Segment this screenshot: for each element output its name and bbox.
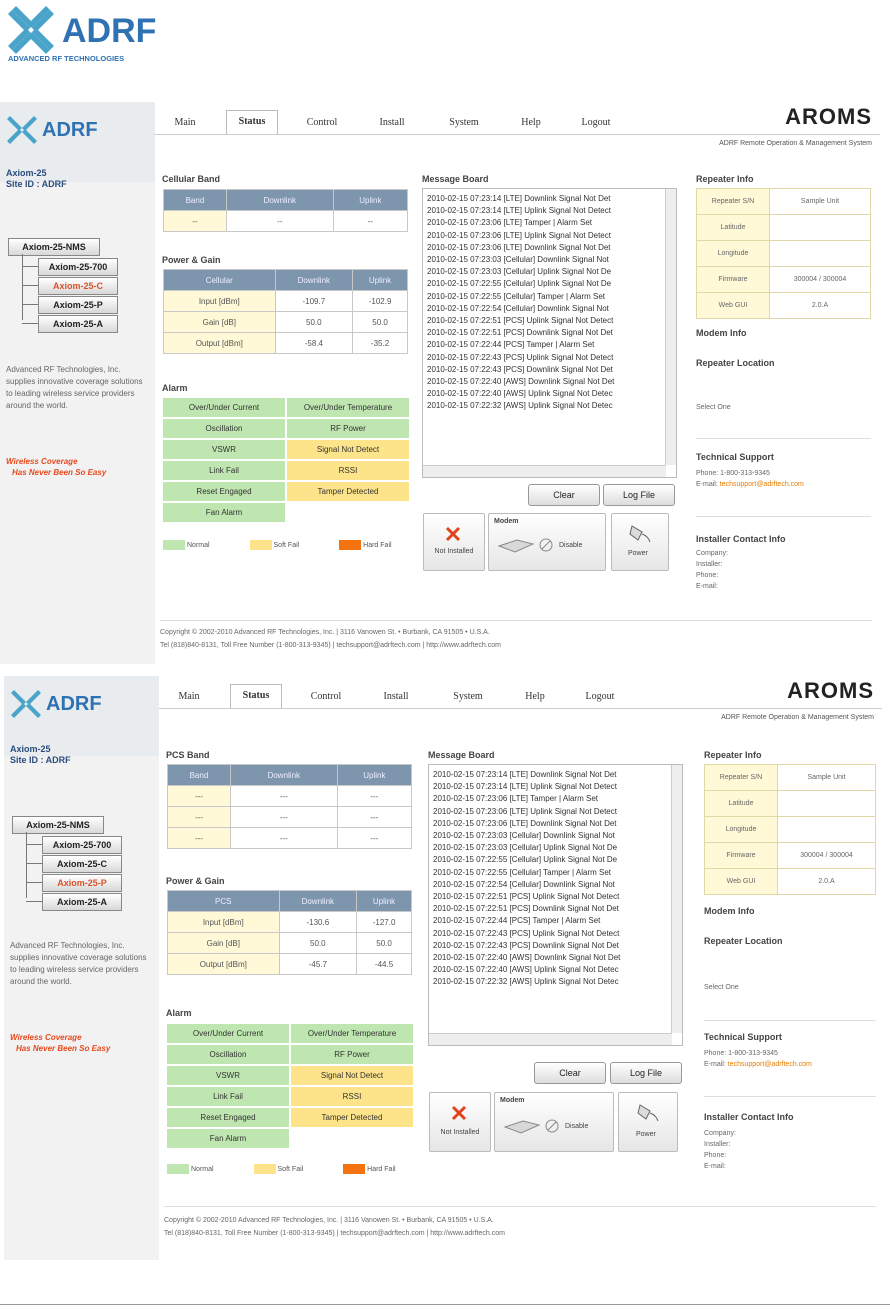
- power-plug-icon: [628, 522, 652, 544]
- alarm-title: Alarm: [162, 383, 188, 393]
- message-vertical-scrollbar[interactable]: [665, 189, 676, 465]
- alarm-over-under-temperature: Over/Under Temperature: [287, 398, 409, 417]
- document-logo: [6, 2, 206, 64]
- tab-help[interactable]: Help: [521, 117, 541, 128]
- tech-support-phone: Phone: 1-800-313-9345: [696, 470, 770, 477]
- site-info: [10, 744, 71, 766]
- alarm-signal-not-detect: Signal Not Detect: [291, 1066, 413, 1085]
- alarm-title: Alarm: [166, 1008, 192, 1018]
- site-id: Site ID : ADRF: [6, 179, 67, 189]
- log-file-button[interactable]: Log File: [610, 1062, 682, 1084]
- screenshot-cellular-status: [0, 102, 880, 664]
- doc-logo-tagline: ADVANCED RF TECHNOLOGIES: [8, 54, 125, 63]
- power-gain-title: Power & Gain: [162, 255, 221, 265]
- location-select[interactable]: Select One: [696, 404, 731, 411]
- clear-button[interactable]: Clear: [534, 1062, 606, 1084]
- slogan: Wireless Coverage Has Never Been So Easy: [6, 457, 107, 477]
- tab-install[interactable]: Install: [383, 691, 409, 702]
- tab-logout[interactable]: Logout: [585, 691, 615, 702]
- alarm-vswr: VSWR: [163, 440, 285, 459]
- svg-text:ADRF: ADRF: [42, 119, 98, 141]
- app-subtitle: ADRF Remote Operation & Management System: [719, 140, 872, 147]
- installer-contact-info: Company: Installer: Phone: E-mail:: [696, 550, 728, 590]
- alarm-vswr: VSWR: [167, 1066, 289, 1085]
- table-row: Web GUI 2.0.A: [705, 869, 876, 895]
- close-icon: [451, 1105, 467, 1121]
- modem-panel: Modem Disable: [494, 1092, 614, 1152]
- slogan: Wireless Coverage Has Never Been So Easy: [10, 1033, 111, 1053]
- clear-button[interactable]: Clear: [528, 484, 600, 506]
- tab-status[interactable]: Status: [226, 110, 278, 135]
- alarm-reset-engaged: Reset Engaged: [163, 482, 285, 501]
- company-blurb: Advanced RF Technologies, Inc. supplies innovative coverage solutions to leading wireless service providers around the world.: [10, 941, 147, 986]
- tab-control[interactable]: Control: [306, 117, 338, 128]
- log-file-button[interactable]: Log File: [603, 484, 675, 506]
- tech-support-info: Phone: 1-800-313-9345 E-mail: techsupport@adrftech.com: [696, 470, 804, 488]
- tab-logout[interactable]: Logout: [581, 117, 611, 128]
- alarm-link-fail: Link Fail: [167, 1087, 289, 1106]
- repeater-info-title: Repeater Info: [704, 750, 762, 760]
- table-row: --- --- ---: [168, 828, 412, 849]
- table-row: --- --- ---: [168, 807, 412, 828]
- power-gain-table: PCS Downlink Uplink Input [dBm] -130.6 -127.0 Gain [dB] 50.0 50.0 Output [dBm] -45.7 -44.5: [167, 890, 412, 975]
- tab-main[interactable]: Main: [178, 691, 200, 702]
- table-row: Longitude: [705, 817, 876, 843]
- svg-text:ADRF: ADRF: [46, 693, 102, 715]
- power-button[interactable]: Power: [618, 1092, 678, 1152]
- adrf-logo-icon: [6, 2, 206, 64]
- table-row: Output [dBm] -45.7 -44.5: [168, 954, 412, 975]
- location-select[interactable]: Select One: [704, 984, 739, 991]
- site-model: Axiom-25: [10, 744, 51, 754]
- power-gain-table: Cellular Downlink Uplink Input [dBm] -109.7 -102.9 Gain [dB] 50.0 50.0 Output [dBm] -58.4 -35.2: [163, 269, 408, 354]
- power-gain-title: Power & Gain: [166, 876, 225, 886]
- tech-support-info: Phone: 1-800-313-9345 E-mail: techsupport@adrftech.com: [704, 1050, 812, 1068]
- page-bottom-rule: [0, 1304, 890, 1305]
- tab-status[interactable]: Status: [230, 684, 282, 709]
- repeater-info-table: [704, 764, 876, 895]
- band-table: Band Downlink Uplink -- -- --: [163, 189, 408, 232]
- tree-item-p[interactable]: Axiom-25-P: [42, 874, 122, 892]
- tab-system[interactable]: System: [453, 691, 483, 702]
- table-row: Gain [dB] 50.0 50.0: [168, 933, 412, 954]
- tab-control[interactable]: Control: [310, 691, 342, 702]
- alarm-signal-not-detect: Signal Not Detect: [287, 440, 409, 459]
- installer-contact-title: Installer Contact Info: [704, 1112, 794, 1122]
- message-horizontal-scrollbar[interactable]: [423, 465, 666, 477]
- tech-support-email-link[interactable]: techsupport@adrftech.com: [727, 1061, 812, 1068]
- device-tree: [8, 238, 154, 328]
- installer-contact-info: Company: Installer: Phone: E-mail:: [704, 1130, 736, 1170]
- app-title: AROMS: [787, 678, 874, 703]
- table-row: Repeater S/N Sample Unit: [705, 765, 876, 791]
- tree-item-700[interactable]: Axiom-25-700: [42, 836, 122, 854]
- band-title: PCS Band: [166, 750, 210, 760]
- message-board-lines: 2010-02-15 07:23:14 [LTE] Downlink Signal Not Det 2010-02-15 07:23:14 [LTE] Uplink Signal Not Detect 2010-02-15 07:23:06 [LTE] Tamper | Alarm Set 2010-02-15 07:23:06 [LTE] Uplink Signal Not Detect 2010-02-15 07:23:06 [LTE] Downlink Signal Not Det 2010-02-15 07:23:03 [Cellular] Downlink Signal Not 2010-02-15 07:23:03 [Cellular] Uplink Signal Not De 2010-02-15 07:22:55 [Cellular] Uplink Signal Not De 2010-02-15 07:22:55 [Cellular] Tamper | Alarm Set 2010-02-15 07:22:54 [Cellular] Downlink Signal Not 2010-02-15 07:22:51 [PCS] Uplink Signal Not Detect 2010-02-15 07:22:51 [PCS] Downlink Signal Not Det 2010-02-15 07:22:44 [PCS] Tamper | Alarm Set 2010-02-15 07:22:43 [PCS] Uplink Signal Not Detect 2010-02-15 07:22:43 [PCS] Downlink Signal Not Det 2010-02-15 07:22:40 [AWS] Downlink Signal Not Det 2010-02-15 07:22:40 [AWS] Uplink Signal Not Detec 2010-02-15 07:22:32 [AWS] Uplink Signal Not Detec: [427, 194, 615, 411]
- left-panel: [0, 102, 155, 664]
- repeater-info-table: [696, 188, 871, 319]
- alarm-over-under-current: Over/Under Current: [163, 398, 285, 417]
- table-row: Gain [dB] 50.0 50.0: [164, 312, 408, 333]
- disabled-icon: [539, 538, 553, 552]
- app-title: AROMS: [785, 104, 872, 129]
- modem-info-title: Modem Info: [696, 328, 747, 338]
- site-id: Site ID : ADRF: [10, 755, 71, 765]
- tech-support-title: Technical Support: [696, 452, 774, 462]
- message-board[interactable]: [428, 764, 683, 1046]
- message-board-lines: 2010-02-15 07:23:14 [LTE] Downlink Signal Not Det 2010-02-15 07:23:14 [LTE] Uplink Signal Not Detect 2010-02-15 07:23:06 [LTE] Tamper | Alarm Set 2010-02-15 07:23:06 [LTE] Uplink Signal Not Detect 2010-02-15 07:23:06 [LTE] Downlink Signal Not Det 2010-02-15 07:23:03 [Cellular] Downlink Signal Not 2010-02-15 07:23:03 [Cellular] Uplink Signal Not De 2010-02-15 07:22:55 [Cellular] Uplink Signal Not De 2010-02-15 07:22:55 [Cellular] Tamper | Alarm Set 2010-02-15 07:22:54 [Cellular] Downlink Signal Not 2010-02-15 07:22:51 [PCS] Uplink Signal Not Detect 2010-02-15 07:22:51 [PCS] Downlink Signal Not Det 2010-02-15 07:22:44 [PCS] Tamper | Alarm Set 2010-02-15 07:22:43 [PCS] Uplink Signal Not Detect 2010-02-15 07:22:43 [PCS] Downlink Signal Not Det 2010-02-15 07:22:40 [AWS] Downlink Signal Not Det 2010-02-15 07:22:40 [AWS] Uplink Signal Not Detec 2010-02-15 07:22:32 [AWS] Uplink Signal Not Detec: [433, 770, 621, 987]
- tree-item-a[interactable]: Axiom-25-A: [38, 315, 118, 333]
- table-row: Web GUI 2.0.A: [697, 293, 871, 319]
- tab-help[interactable]: Help: [525, 691, 545, 702]
- alarm-fan-alarm: Fan Alarm: [167, 1129, 289, 1148]
- alarm-oscillation: Oscillation: [167, 1045, 289, 1064]
- close-icon: [445, 526, 461, 542]
- table-row: Input [dBm] -130.6 -127.0: [168, 912, 412, 933]
- tree-root-nms[interactable]: Axiom-25-NMS: [8, 238, 100, 256]
- footer: Copyright © 2002-2010 Advanced RF Technologies, Inc. | 3116 Vanowen St. • Burbank, CA 91505 • U.S.A. Tel (818)840-8131, Toll Free Number (1-800-313-9345) | techsupport@adrftech.com | http://www.adrftech.com: [164, 1217, 505, 1237]
- site-model: Axiom-25: [6, 168, 47, 178]
- installer-contact-title: Installer Contact Info: [696, 534, 786, 544]
- power-plug-icon: [636, 1101, 660, 1123]
- power-button[interactable]: Power: [611, 513, 669, 571]
- alarm-rf-power: RF Power: [287, 419, 409, 438]
- not-installed-button[interactable]: Not Installed: [423, 513, 485, 571]
- message-horizontal-scrollbar[interactable]: [429, 1033, 672, 1045]
- device-tree: [12, 816, 158, 906]
- table-row: Repeater S/N Sample Unit: [697, 189, 871, 215]
- tree-item-700[interactable]: Axiom-25-700: [38, 258, 118, 276]
- message-vertical-scrollbar[interactable]: [671, 765, 682, 1033]
- disabled-icon: [545, 1119, 559, 1133]
- alarm-link-fail: Link Fail: [163, 461, 285, 480]
- footer: Copyright © 2002-2010 Advanced RF Technologies, Inc. | 3116 Vanowen St. • Burbank, CA 91505 • U.S.A. Tel (818)840-8131, Toll Free Number (1-800-313-9345) | techsupport@adrftech.com | http://www.adrftech.com: [160, 629, 501, 649]
- modem-panel: Modem Disable: [488, 513, 606, 571]
- not-installed-button[interactable]: Not Installed: [429, 1092, 491, 1152]
- table-row: Longitude: [697, 241, 871, 267]
- modem-info-title: Modem Info: [704, 906, 755, 916]
- band-table: Band Downlink Uplink --- --- --- --- --- --- --- --- ---: [167, 764, 412, 849]
- table-row: -- -- --: [164, 211, 408, 232]
- tab-install[interactable]: Install: [379, 117, 405, 128]
- alarm-legend: Normal Soft Fail Hard Fail: [163, 540, 392, 550]
- message-board-title: Message Board: [428, 750, 495, 760]
- message-board-title: Message Board: [422, 174, 489, 184]
- alarm-oscillation: Oscillation: [163, 419, 285, 438]
- alarm-rssi: RSSI: [291, 1087, 413, 1106]
- table-row: Latitude: [697, 215, 871, 241]
- tree-item-c[interactable]: Axiom-25-C: [42, 855, 122, 873]
- doc-logo-brand: ADRF: [62, 12, 157, 50]
- adrf-small-logo-icon: [10, 684, 130, 724]
- table-row: Latitude: [705, 791, 876, 817]
- table-row: Input [dBm] -109.7 -102.9: [164, 291, 408, 312]
- table-row: Firmware 300004 / 300004: [705, 843, 876, 869]
- alarm-fan-alarm: Fan Alarm: [163, 503, 285, 522]
- alarm-over-under-current: Over/Under Current: [167, 1024, 289, 1043]
- alarm-rssi: RSSI: [287, 461, 409, 480]
- alarm-over-under-temperature: Over/Under Temperature: [291, 1024, 413, 1043]
- band-title: Cellular Band: [162, 174, 221, 184]
- screenshot-pcs-status: [4, 676, 882, 1260]
- table-row: Output [dBm] -58.4 -35.2: [164, 333, 408, 354]
- message-board[interactable]: [422, 188, 677, 478]
- tech-support-title: Technical Support: [704, 1032, 782, 1042]
- adrf-small-logo-icon: [6, 110, 126, 150]
- tree-item-a[interactable]: Axiom-25-A: [42, 893, 122, 911]
- site-info: [6, 168, 67, 190]
- alarm-tamper-detected: Tamper Detected: [287, 482, 409, 501]
- tree-item-c[interactable]: Axiom-25-C: [38, 277, 118, 295]
- left-panel: [4, 676, 159, 1260]
- tab-main[interactable]: Main: [174, 117, 196, 128]
- table-row: Firmware 300004 / 300004: [697, 267, 871, 293]
- tree-item-p[interactable]: Axiom-25-P: [38, 296, 118, 314]
- table-row: --- --- ---: [168, 786, 412, 807]
- repeater-location-title: Repeater Location: [696, 358, 775, 368]
- tree-root-nms[interactable]: Axiom-25-NMS: [12, 816, 104, 834]
- tab-system[interactable]: System: [449, 117, 479, 128]
- tech-support-email-link[interactable]: techsupport@adrftech.com: [719, 481, 804, 488]
- modem-icon: [503, 1119, 541, 1135]
- tech-support-phone: Phone: 1-800-313-9345: [704, 1050, 778, 1057]
- alarm-rf-power: RF Power: [291, 1045, 413, 1064]
- repeater-info-title: Repeater Info: [696, 174, 754, 184]
- company-blurb: Advanced RF Technologies, Inc. supplies innovative coverage solutions to leading wireless service providers around the world.: [6, 365, 143, 410]
- alarm-legend: Normal Soft Fail Hard Fail: [167, 1164, 396, 1174]
- app-subtitle: ADRF Remote Operation & Management System: [721, 714, 874, 721]
- alarm-tamper-detected: Tamper Detected: [291, 1108, 413, 1127]
- alarm-reset-engaged: Reset Engaged: [167, 1108, 289, 1127]
- repeater-location-title: Repeater Location: [704, 936, 783, 946]
- modem-icon: [497, 538, 535, 554]
